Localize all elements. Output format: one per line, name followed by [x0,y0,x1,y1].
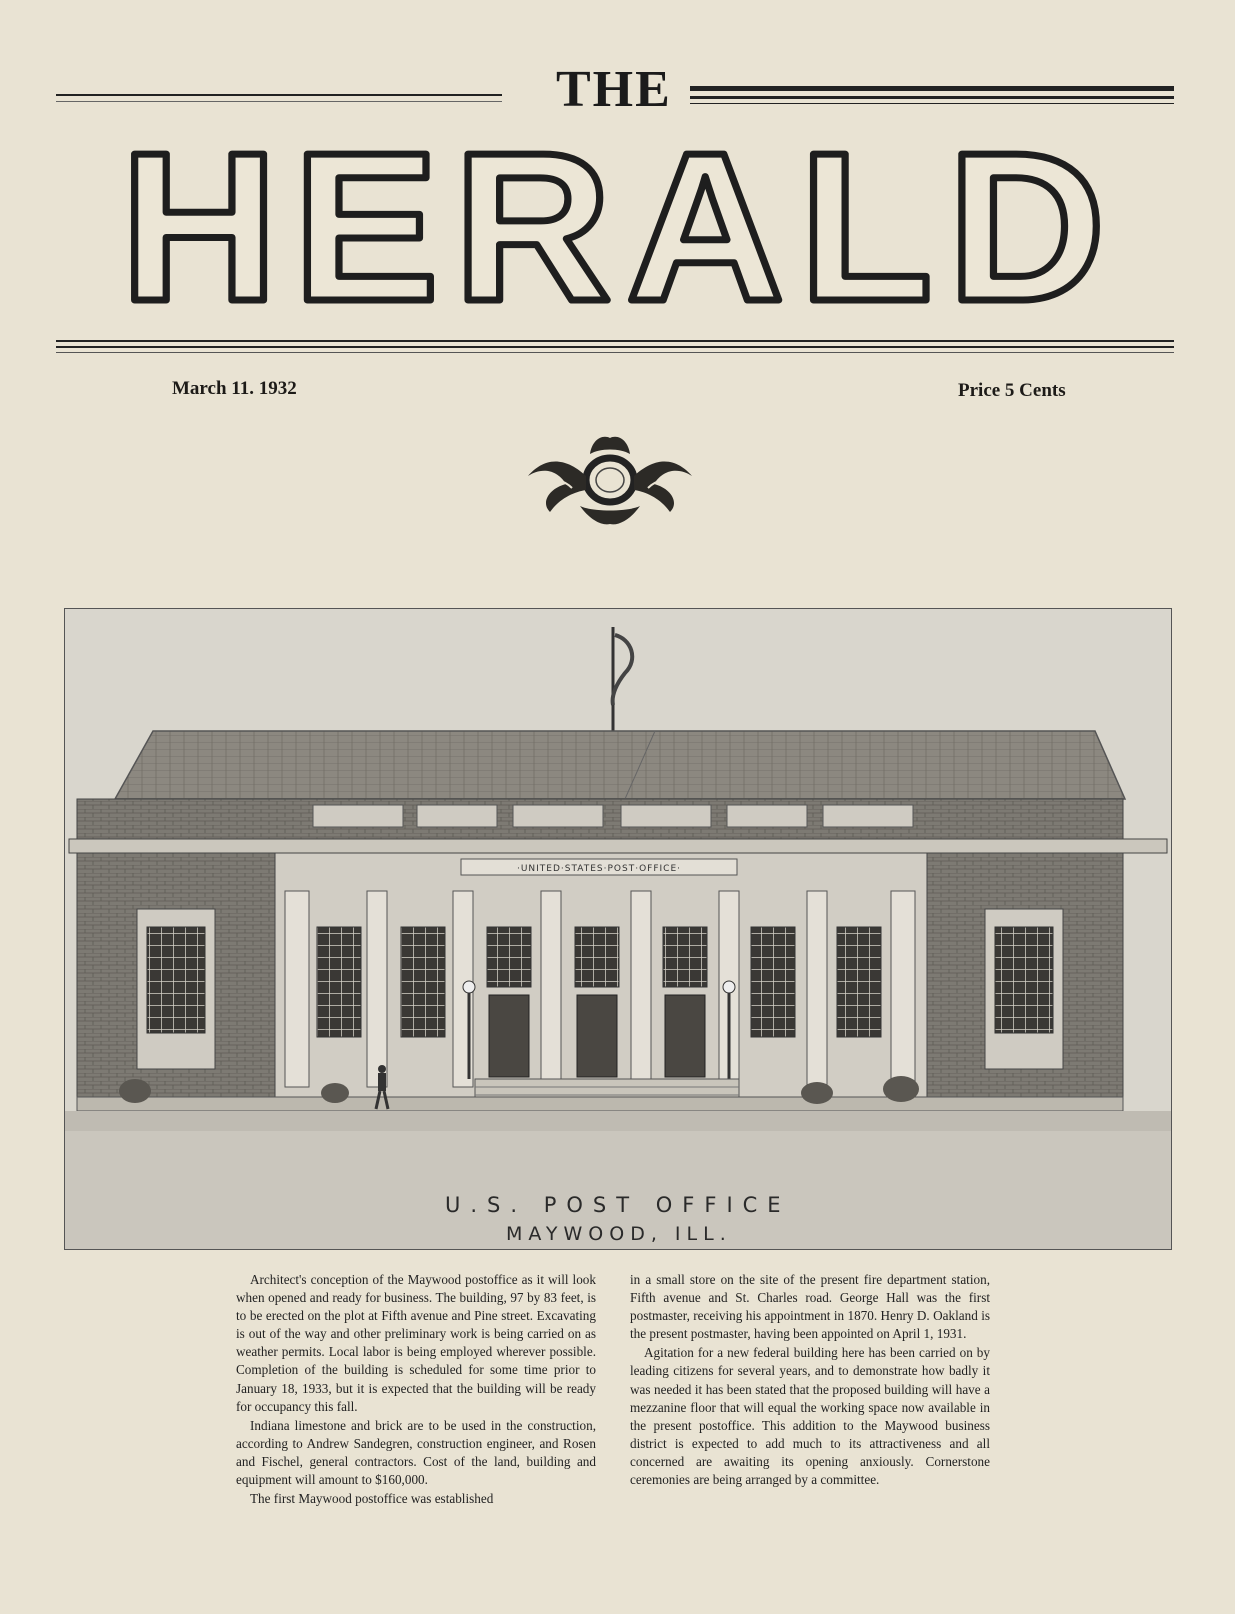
masthead-top-rule-right-3 [690,103,1174,104]
illustration-caption-line1: U.S. POST OFFICE [445,1193,791,1217]
masthead-top-rule-right-2 [690,96,1174,99]
post-office-illustration [64,608,1172,1250]
issue-price: Price 5 Cents [958,380,1066,401]
masthead-bottom-rule-2 [56,346,1174,348]
article-paragraph: Agitation for a new federal building here has been carried on by leading citizens for several years, and to demonstrate how badly it was needed it has been stated that the proposed building will have a mezzanine floor that will equal the working space now available in the present postoffice. This addition to the Maywood business district is expected to add much to its attractiveness and all concerned are awaiting its opening anxiously. Cornerstone ceremonies are being arranged by a committee. [630,1345,990,1488]
masthead-the: THE [556,61,672,118]
decorative-ornament-icon [520,432,700,532]
masthead-title [110,128,1130,318]
masthead-top-rule-right [690,86,1174,91]
masthead-top-rule-left [56,94,502,96]
article-column-right [630,1271,990,1489]
masthead-top-rule-left-thin [56,101,502,102]
masthead-bottom-rule-1 [56,340,1174,342]
illustration-caption-line2: MAYWOOD, ILL. [506,1223,732,1245]
masthead-title-text: HERALD [120,128,1120,318]
article-column-left [236,1271,596,1508]
masthead-bottom-rule-3 [56,352,1174,353]
article-paragraph: The first Maywood postoffice was established [250,1491,494,1507]
post-office-drawing [65,609,1171,1249]
issue-date: March 11. 1932 [172,378,297,399]
article-paragraph: Indiana limestone and brick are to be used in the construction, according to Andrew Sandegren, construction engineer, and Rosen and Fischel, general contractors. Cost of the land, building and equipment will amount to $160,000. [236,1417,596,1488]
frieze-inscription: ·UNITED·STATES·POST·OFFICE· [516,864,682,874]
article-paragraph: in a small store on the site of the present fire department station, Fifth avenue and St. Charles road. George Hall was the first postmaster, receiving his appointment in 1870. Henry D. Oakland is the present postmaster, having been appointed on April 1, 1931. [630,1272,990,1342]
article-paragraph: Architect's conception of the Maywood postoffice as it will look when opened and ready for business. The building, 97 by 83 feet, is to be erected on the plot at Fifth avenue and Pine street. Excavating is out of the way and other preliminary work is being carried on as weather permits. Local labor is being employed wherever possible. Completion of the building is scheduled for some time prior to January 18, 1933, but it is expected that the building will be ready for occupancy this fall. [236,1272,596,1414]
